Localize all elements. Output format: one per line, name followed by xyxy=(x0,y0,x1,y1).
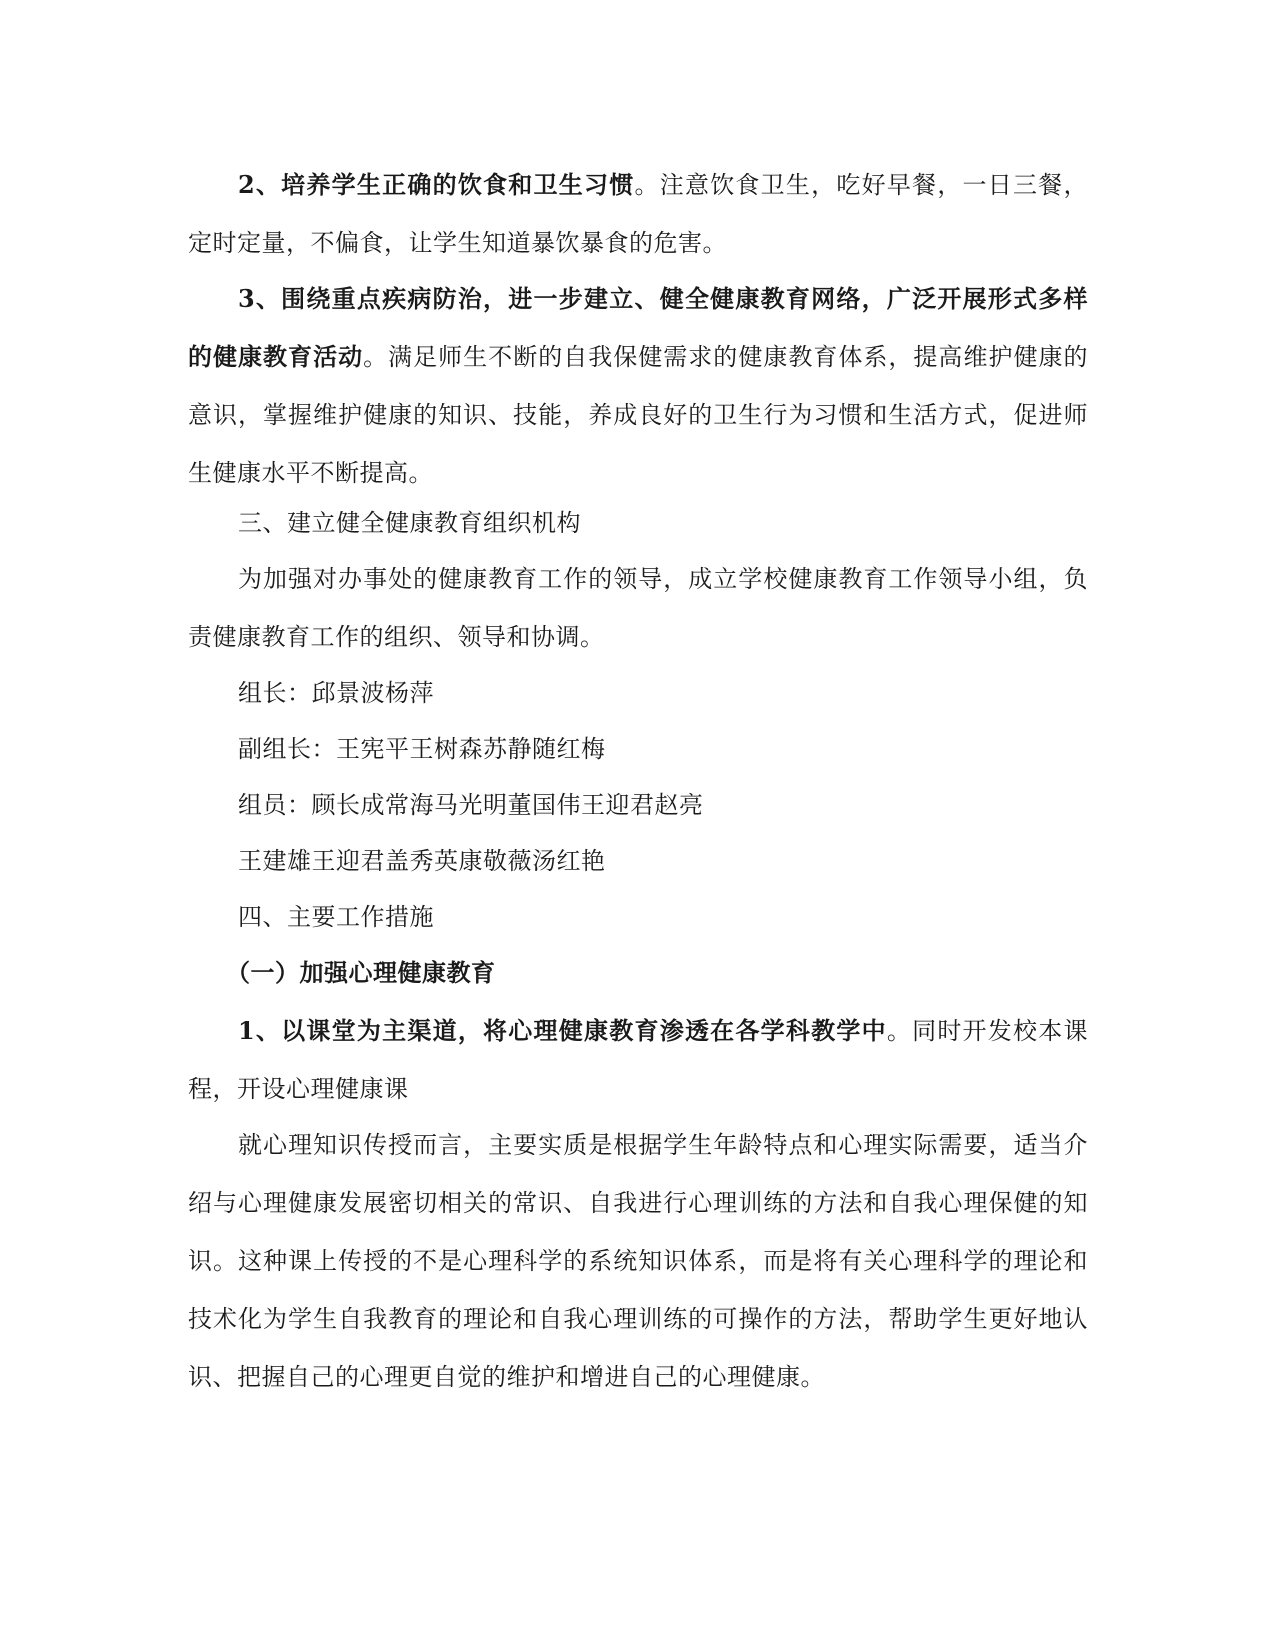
paragraph-bold-lead: 1、以课堂为主渠道，将心理健康教育渗透在各学科教学中 xyxy=(238,1016,887,1045)
paragraph-diet-hygiene xyxy=(188,156,1088,272)
leader-line: 组长：邱景波杨萍 xyxy=(238,679,434,707)
members-line-1: 组员：顾长成常海马光明董国伟王迎君赵亮 xyxy=(238,791,704,819)
members-line-2: 王建雄王迎君盖秀英康敬薇汤红艳 xyxy=(238,847,606,875)
paragraph-org-structure: 为加强对办事处的健康教育工作的领导，成立学校健康教育工作领导小组，负责健康教育工作的组织、领导和协调。 xyxy=(188,565,1088,651)
vice-leader-line: 副组长：王宪平王树森苏静随红梅 xyxy=(238,735,606,763)
section-heading-4: 四、主要工作措施 xyxy=(238,903,434,931)
subsection-heading-1: （一）加强心理健康教育 xyxy=(226,958,496,987)
paragraph-body: 。注意饮食卫生，吃好早餐，一日三餐，定时定量，不偏食，让学生知道暴饮暴食的危害。 xyxy=(188,171,1088,257)
paragraph-disease-prevention xyxy=(188,270,1088,502)
paragraph-bold-lead: 2、培养学生正确的饮食和卫生习惯 xyxy=(238,170,635,199)
paragraph-body: 。同时开发校本课程，开设心理健康课 xyxy=(188,1017,1088,1103)
paragraph-psych-knowledge: 就心理知识传授而言，主要实质是根据学生年龄特点和心理实际需要，适当介绍与心理健康发展密切相关的常识、自我进行心理训练的方法和自我心理保健的知识。这种课上传授的不是心理科学的系统知识体系，而是将有关心理科学的理论和技术化为学生自我教育的理论和自我心理训练的可操作的方法，帮助学生更好地认识、把握自己的心理更自觉的维护和增进自己的心理健康。 xyxy=(188,1131,1088,1391)
paragraph-bold-lead: 3、围绕重点疾病防治，进一步建立、健全健康教育网络，广泛开展形式多样的健康教育活动 xyxy=(188,284,1088,371)
section-heading-3: 三、建立健全健康教育组织机构 xyxy=(238,509,581,537)
paragraph-body: 。满足师生不断的自我保健需求的健康教育体系，提高维护健康的意识，掌握维护健康的知识、技能，养成良好的卫生行为习惯和生活方式，促进师生健康水平不断提高。 xyxy=(188,343,1089,487)
paragraph-classroom xyxy=(188,1002,1088,1118)
